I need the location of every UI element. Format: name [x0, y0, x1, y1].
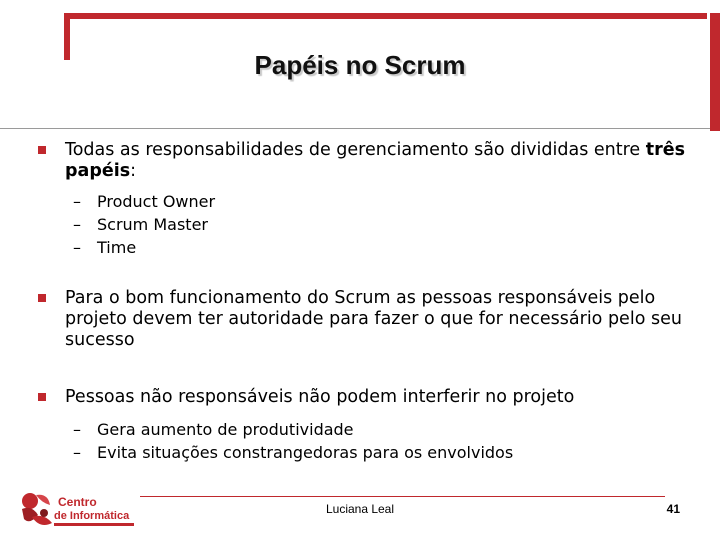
bullet-3-text: Pessoas não responsáveis não podem interferir no projeto — [65, 387, 575, 407]
slide-title: Papéis no Scrum — [254, 50, 466, 80]
sub-item-label: Gera aumento de produtividade — [97, 420, 354, 439]
logo-mark-icon — [22, 493, 52, 525]
centro-de-informatica-logo — [18, 487, 140, 531]
title-divider — [0, 128, 710, 129]
sub-bullet-dash: – — [73, 238, 81, 257]
bullet-marker — [38, 146, 46, 154]
bullet-1-text-start: Todas as responsabilidades de gerenciamento são divididas entre — [65, 140, 646, 160]
frame-top-bar — [64, 13, 707, 19]
logo-text-line1: Centro — [58, 495, 97, 509]
bullet-1-text-end: : — [130, 161, 137, 181]
bullet-1-text — [65, 140, 698, 182]
sub-item-label: Evita situações constrangedoras para os envolvidos — [97, 443, 514, 462]
sub-bullet-dash: – — [73, 215, 81, 234]
sub-item — [73, 190, 215, 213]
bullet-marker — [38, 294, 46, 302]
footer-rule — [140, 496, 665, 497]
logo-text-line2: de Informática — [54, 510, 130, 522]
sub-bullet-dash: – — [73, 192, 81, 211]
bullet-1 — [38, 140, 698, 182]
bullet-marker — [38, 393, 46, 401]
sub-bullet-dash: – — [73, 443, 81, 462]
bullet-2-text: Para o bom funcionamento do Scrum as pessoas responsáveis pelo projeto devem ter autoridade para fazer o que for necessário pelo seu sucesso — [65, 288, 682, 350]
bullet-1-bold-text: três papéis — [65, 140, 686, 181]
sub-item — [73, 236, 136, 259]
sub-item-label: Product Owner — [97, 192, 216, 211]
sub-item — [73, 441, 513, 464]
sub-item-label: Scrum Master — [97, 215, 208, 234]
page-number: 41 — [666, 502, 680, 516]
sub-item — [73, 418, 354, 441]
sub-item — [73, 213, 208, 236]
bullet-2 — [38, 288, 698, 351]
sub-item-label: Time — [97, 238, 137, 257]
sub-bullet-dash: – — [73, 420, 81, 439]
footer-author: Luciana Leal — [325, 502, 395, 516]
bullet-3 — [38, 387, 698, 408]
logo-underline — [54, 523, 134, 526]
